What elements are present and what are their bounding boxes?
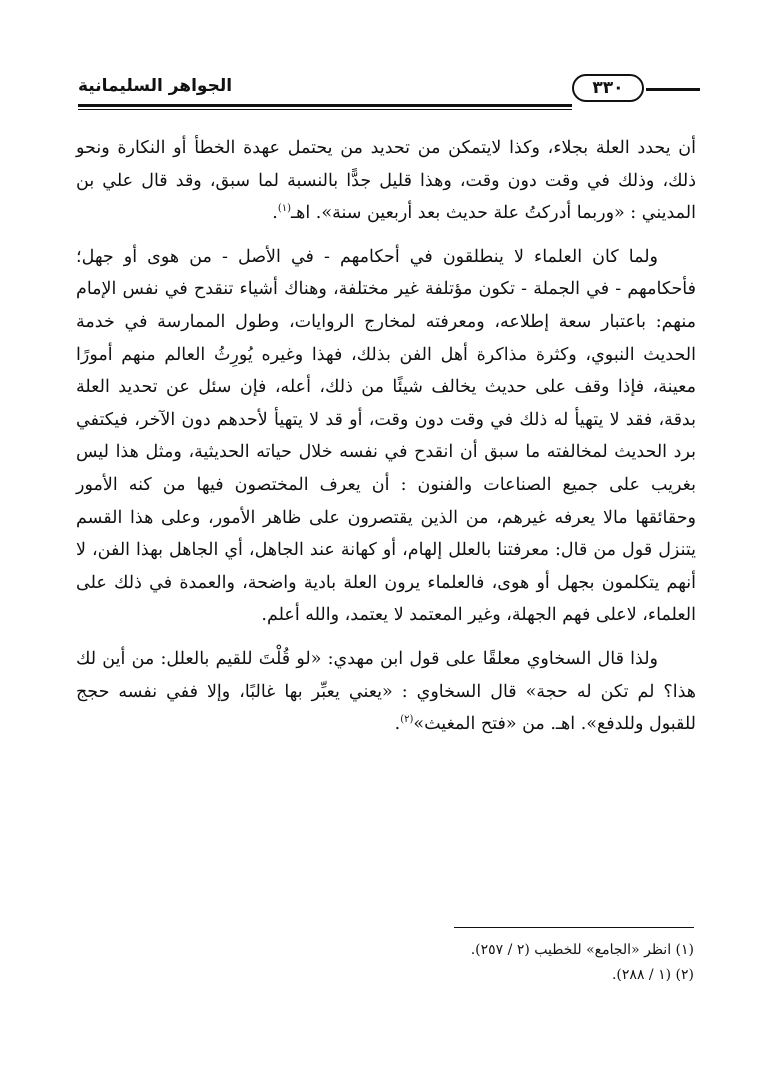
header-dash [646,88,700,91]
paragraph-3-text: ولذا قال السخاوي معلقًا على قول ابن مهدي: «لو قُلْتَ للقيم بالعلل: من أين لك هذا؟ لم تكن له حجة» قال السخاوي : «يعني يعبِّر بها غالبًا، وإلا ففي نفسه حجج للقبول وللدفع». اهـ. من «فتح المغيث» [76,648,696,735]
book-title: الجواهر السليمانية [78,76,233,96]
page-number: ٣٣٠ [572,74,644,102]
header-rule [78,104,572,107]
footnote-ref-2: (٢) [400,714,414,726]
footnote-2: (٢) (١ / ٢٨٨). [611,967,694,983]
paragraph-1-end: . [272,203,278,224]
main-text [76,132,696,741]
footnote-1: (١) انظر «الجامع» للخطيب (٢ / ٢٥٧). [470,942,694,958]
paragraph-3-end: . [394,714,401,735]
footnotes [300,938,694,988]
running-header [78,72,700,112]
paragraph-2: ولما كان العلماء لا ينطلقون في أحكامهم - في الأصل - من هوى أو جهل؛ فأحكامهم - في الجملة - تكون مؤتلفة غير مختلفة، وهناك أشياء تنقدح في نفس الإمام منهم: باعتبار سعة إطلاعه، ومعرفته لمخارج الروايات، وطول الممارسة في خدمة الحديث النبوي، وكثرة مذاكرة أهل الفن بذلك، فهذا وغيره يُورِثُ العالم منهم أمورًا معينة، فإذا وقف على حديث يخالف شيئًا من ذلك، أعله، فإن سئل عن تحديد العلة بدقة، فقد لا يتهيأ له ذلك في وقت دون وقت، أو قد لا يتهيأ لأحدهم دون الآخر، فيكتفي برد الحديث لمخالفته ما سبق أن انقدح في نفسه خلال حياته الحديثية، ومثل هذا ليس بغريب على جميع الصناعات والفنون : أن يعرف المختصون فيها من كنه الأمور وحقائقها مالا يعرفه غيرهم، من الذين يقتصرون على ظاهر الأمور، وعلى هذا القسم يتنزل قول من قال: معرفتنا بالعلل إلهام، أو كهانة عند الجاهل، أي الجاهل بهذا الفن، لا أنهم يتكلمون بجهل أو هوى، فالعلماء يرون العلة بادية واضحة، والعمدة في ذلك على العلماء، لاعلى فهم الجهلة، وغير المعتمد لا يعتمد، والله أعلم. [76,246,696,626]
paragraph-3 [76,643,696,741]
footnote-ref-1: (١) [277,203,292,215]
footnote-separator [454,927,694,928]
paragraph-1 [76,132,696,230]
paragraph-1-text: أن يحدد العلة بجلاء، وكذا لايتمكن من تحديد من يحتمل عهدة الخطأ أو النكارة ونحو ذلك، وذلك في وقت دون وقت، وهذا قليل جدًّا بالنسبة لما سبق، وقد قال علي بن المديني : «وربما أدركتُ علة حديث بعد أربعين سنة». اهـ [76,138,696,224]
header-rule-thin [78,109,572,110]
